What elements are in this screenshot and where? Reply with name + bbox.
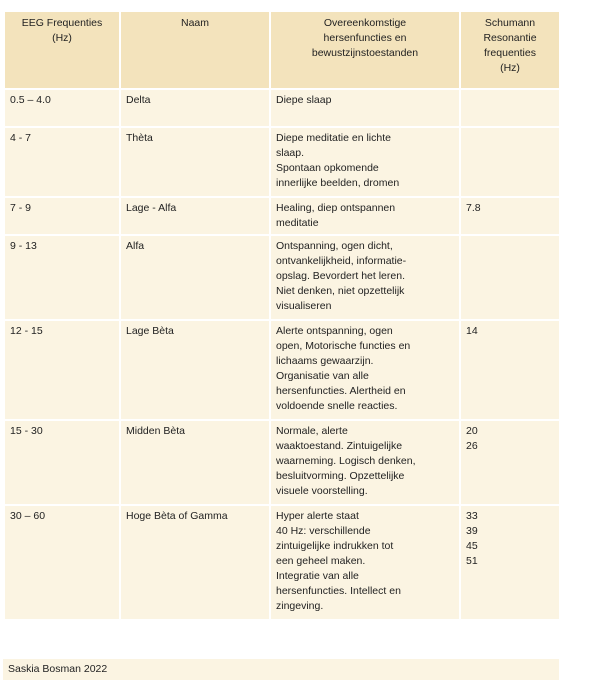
schumann-cell <box>460 89 560 127</box>
freq-cell: 7 - 9 <box>4 197 120 235</box>
desc-line: Normale, alerte <box>276 425 348 437</box>
desc-line: hersenfuncties. Alertheid en <box>276 385 406 397</box>
table-row <box>4 505 560 620</box>
desc-cell <box>270 235 460 320</box>
desc-line: Hyper alerte staat <box>276 510 359 522</box>
eeg-table-container <box>3 10 559 621</box>
table-row <box>4 89 560 127</box>
schumann-value: 7.8 <box>466 202 481 214</box>
desc-line: visuele voorstelling. <box>276 485 368 497</box>
name-cell: Delta <box>120 89 270 127</box>
desc-line: voldoende snelle reacties. <box>276 400 398 412</box>
table-row <box>4 197 560 235</box>
header-text: bewustzijnstoestanden <box>311 47 419 59</box>
desc-line: hersenfuncties. Intellect en <box>276 585 401 597</box>
schumann-cell <box>460 420 560 505</box>
desc-cell <box>270 127 460 197</box>
schumann-cell <box>460 127 560 197</box>
desc-line: Spontaan opkomende <box>276 162 379 174</box>
desc-line: zingeving. <box>276 600 324 612</box>
table-row <box>4 127 560 197</box>
desc-line: Organisatie van alle <box>276 370 369 382</box>
header-row <box>4 11 560 89</box>
eeg-frequency-table <box>3 10 561 621</box>
desc-line: zintuigelijke indrukken tot <box>276 540 394 552</box>
desc-line: meditatie <box>276 217 319 229</box>
desc-line: besluitvorming. Opzettelijke <box>276 470 405 482</box>
desc-cell <box>270 89 460 127</box>
desc-line: opslag. Bevordert het leren. <box>276 270 405 282</box>
table-row <box>4 235 560 320</box>
freq-cell: 12 - 15 <box>4 320 120 420</box>
header-text: frequenties <box>484 47 536 59</box>
desc-cell <box>270 505 460 620</box>
desc-line: ontvankelijkheid, informatie- <box>276 255 407 267</box>
schumann-value: 14 <box>466 325 478 337</box>
footer-credit: Saskia Bosman 2022 <box>3 659 559 680</box>
schumann-cell <box>460 320 560 420</box>
desc-cell <box>270 420 460 505</box>
header-text: (Hz) <box>500 62 520 74</box>
name-cell: Lage Bèta <box>120 320 270 420</box>
header-hersenfuncties <box>270 11 460 89</box>
desc-line: waaktoestand. Zintuigelijke <box>276 440 403 452</box>
desc-line: 40 Hz: verschillende <box>276 525 371 537</box>
desc-line: Alerte ontspanning, ogen <box>276 325 393 337</box>
freq-cell: 0.5 – 4.0 <box>4 89 120 127</box>
header-text: Schumann <box>484 17 536 29</box>
desc-line: Healing, diep ontspannen <box>276 202 396 214</box>
desc-line: Integratie van alle <box>276 570 359 582</box>
header-text: Naam <box>180 17 209 29</box>
schumann-cell <box>460 505 560 620</box>
desc-line: lichaams gewaarzijn. <box>276 355 374 367</box>
desc-line: Niet denken, niet opzettelijk <box>276 285 405 297</box>
header-eeg-frequencies <box>4 11 120 89</box>
desc-line: innerlijke beelden, dromen <box>276 177 400 189</box>
desc-line: waarneming. Logisch denken, <box>276 455 416 467</box>
name-cell: Lage - Alfa <box>120 197 270 235</box>
header-naam <box>120 11 270 89</box>
name-cell: Alfa <box>120 235 270 320</box>
table-row <box>4 420 560 505</box>
name-cell: Thèta <box>120 127 270 197</box>
desc-line: Diepe slaap <box>276 94 332 106</box>
table-row <box>4 320 560 420</box>
name-cell: Hoge Bèta of Gamma <box>120 505 270 620</box>
desc-cell <box>270 320 460 420</box>
freq-cell: 9 - 13 <box>4 235 120 320</box>
header-text: EEG Frequenties <box>21 17 103 29</box>
desc-line: Ontspanning, ogen dicht, <box>276 240 393 252</box>
header-text: hersenfuncties en <box>323 32 407 44</box>
schumann-value: 33 <box>466 510 478 522</box>
header-schumann <box>460 11 560 89</box>
schumann-cell <box>460 197 560 235</box>
desc-line: open, Motorische functies en <box>276 340 411 352</box>
desc-line: visualiseren <box>276 300 332 312</box>
schumann-cell <box>460 235 560 320</box>
desc-line: een geheel maken. <box>276 555 366 567</box>
header-text: Overeenkomstige <box>323 17 407 29</box>
header-text: Resonantie <box>483 32 537 44</box>
freq-cell: 30 – 60 <box>4 505 120 620</box>
name-cell: Midden Bèta <box>120 420 270 505</box>
schumann-value: 26 <box>466 440 478 452</box>
desc-line: slaap. <box>276 147 305 159</box>
schumann-value: 45 <box>466 540 478 552</box>
header-text: (Hz) <box>52 32 72 44</box>
desc-cell <box>270 197 460 235</box>
freq-cell: 4 - 7 <box>4 127 120 197</box>
schumann-value: 51 <box>466 555 478 567</box>
schumann-value: 39 <box>466 525 478 537</box>
schumann-value: 20 <box>466 425 478 437</box>
desc-line: Diepe meditatie en lichte <box>276 132 391 144</box>
freq-cell: 15 - 30 <box>4 420 120 505</box>
